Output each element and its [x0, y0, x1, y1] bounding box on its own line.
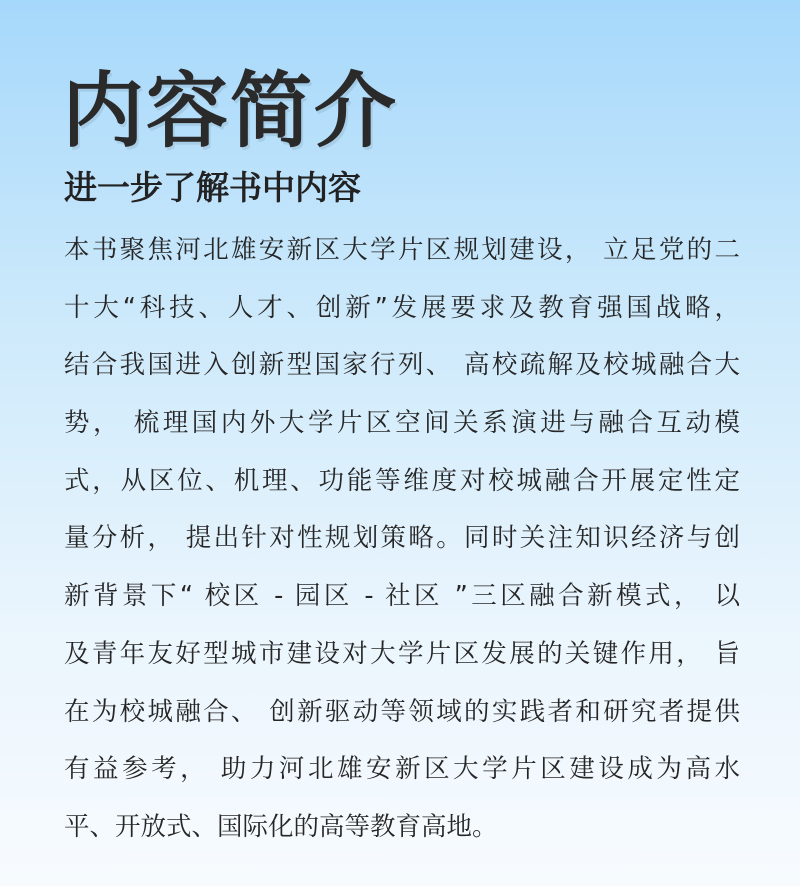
description-line-2: 十大“科技、人才、创新”发展要求及教育强国战略，	[64, 292, 740, 323]
description-line-9: 在为校城融合、 创新驱动等领域的实践者和研究者提供	[64, 696, 740, 727]
description-line-7: 新背景下“ 校区 - 园区 - 社区 ”三区融合新模式， 以	[64, 581, 740, 612]
book-description	[64, 222, 740, 857]
page-subtitle: 进一步了解书中内容	[64, 168, 361, 207]
description-line-1: 本书聚焦河北雄安新区大学片区规划建设， 立足党的二	[64, 235, 740, 265]
description-line-6: 量分析， 提出针对性规划策略。同时关注知识经济与创	[64, 523, 740, 554]
description-line-10: 有益参考， 助力河北雄安新区大学片区建设成为高水	[64, 754, 740, 785]
description-line-8: 及青年友好型城市建设对大学片区发展的关键作用， 旨	[64, 638, 740, 669]
description-line-11: 平、开放式、国际化的高等教育高地。	[64, 811, 498, 842]
description-line-3: 结合我国进入创新型国家行列、 高校疏解及校城融合大	[64, 350, 740, 381]
description-line-5: 式，从区位、机理、功能等维度对校城融合开展定性定	[64, 465, 740, 496]
description-line-4: 势， 梳理国内外大学片区空间关系演进与融合互动模	[64, 408, 740, 439]
page-title: 内容简介	[62, 64, 399, 159]
